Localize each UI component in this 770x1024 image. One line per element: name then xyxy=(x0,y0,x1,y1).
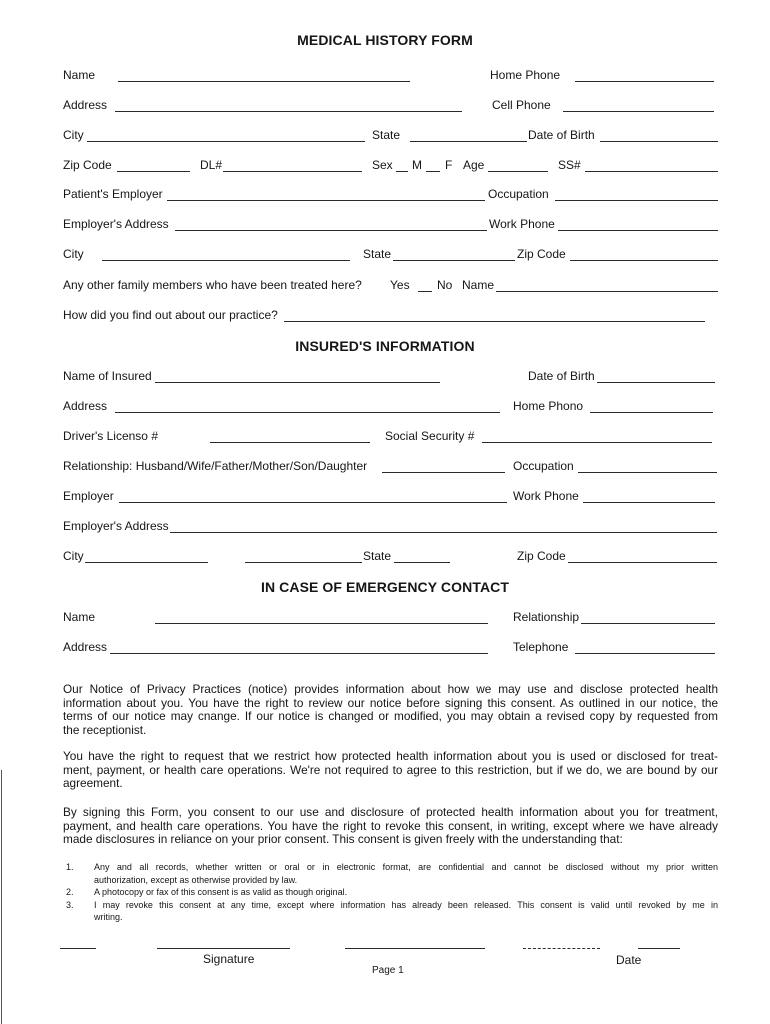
patient-row-employer xyxy=(0,187,770,203)
emergency-row-name xyxy=(0,610,770,626)
insured-home-phone-label: Home Phono xyxy=(513,399,584,413)
insured-heading: INSURED'S INFORMATION xyxy=(295,338,475,354)
signature-label: Signature xyxy=(203,952,255,966)
emergency-address-blank xyxy=(110,653,488,654)
employer-state-label: State xyxy=(363,247,392,261)
employer-city-label: City xyxy=(63,247,84,261)
employer-blank xyxy=(167,200,485,201)
insured-name-label: Name of Insured xyxy=(63,369,152,383)
referral-blank xyxy=(284,321,705,322)
ssn-blank xyxy=(482,442,712,443)
relationship-label: Relationship: Husband/Wife/Father/Mother/Son/Daughter xyxy=(63,459,368,473)
insured-city-label: City xyxy=(63,549,84,563)
sex-m-label: M xyxy=(412,158,422,172)
state-blank xyxy=(410,141,527,142)
paragraph-line: By signing this Form, you consent to our use and disclosure of protected health information about you for treatment, xyxy=(63,805,718,819)
list-item-number: 2. xyxy=(66,887,74,898)
emergency-relationship-blank xyxy=(581,623,715,624)
patient-row-family xyxy=(0,278,770,294)
list-item-line: authorization, except as otherwise provided by law. xyxy=(94,874,298,885)
insured-row-relationship xyxy=(0,459,770,475)
ss-blank xyxy=(585,171,718,172)
insured-work-phone-blank xyxy=(583,502,715,503)
age-label: Age xyxy=(463,158,485,172)
city-blank xyxy=(87,141,365,142)
patient-row-name xyxy=(0,68,770,84)
paragraph-line: ment, payment, or health care operations. We're not required to agree to this restriction, but if we do, we are bound by our xyxy=(63,762,718,777)
home-phone-blank xyxy=(575,81,714,82)
yes-label: Yes xyxy=(390,278,410,292)
cell-phone-label: Cell Phone xyxy=(492,98,551,112)
name-label: Name xyxy=(63,68,96,82)
employer-city-blank xyxy=(102,260,350,261)
privacy-notice-paragraph xyxy=(63,683,718,738)
list-item xyxy=(0,886,770,899)
family-name-blank xyxy=(496,291,718,292)
employer-address-label: Employer's Address xyxy=(63,217,169,231)
sex-f-blank xyxy=(426,171,440,172)
occupation-label: Occupation xyxy=(488,187,549,201)
license-blank xyxy=(210,442,370,443)
paragraph-line: You have the right to request that we restrict how protected health information about you is used or disclosed for treat- xyxy=(63,749,718,763)
insured-state-blank xyxy=(394,562,450,563)
list-item-line: A photocopy or fax of this consent is as valid as though original. xyxy=(94,887,348,898)
insured-zip-label: Zip Code xyxy=(517,549,566,563)
date-label: Date xyxy=(616,953,642,967)
patient-row-city xyxy=(0,128,770,144)
patient-row-employer-city xyxy=(0,247,770,263)
address-blank xyxy=(115,111,462,112)
paragraph-line: information about you. You have the right to review our notice before signing this consent. As outlined in our notice, the xyxy=(63,695,718,710)
emergency-name-blank xyxy=(155,623,488,624)
emergency-telephone-blank xyxy=(575,653,715,654)
consent-terms-list xyxy=(0,861,770,924)
date-line-left xyxy=(523,948,600,949)
insured-zip-blank xyxy=(568,562,717,563)
insured-work-phone-label: Work Phone xyxy=(513,489,579,503)
family-question: Any other family members who have been treated here? xyxy=(63,278,362,292)
list-item-line: I may revoke this consent at any time, except where information has already been released. This consent is valid until revoked by me in xyxy=(94,899,718,910)
restriction-paragraph xyxy=(63,750,718,791)
insured-name-blank xyxy=(155,382,440,383)
employer-zip-blank xyxy=(570,260,718,261)
sex-m-blank xyxy=(396,171,408,172)
form-title: MEDICAL HISTORY FORM xyxy=(297,32,473,48)
emergency-relationship-label: Relationship xyxy=(513,610,580,624)
insured-state-label: State xyxy=(363,549,392,563)
consent-paragraph xyxy=(63,806,718,847)
signature-line-left xyxy=(60,948,96,949)
dob-blank xyxy=(600,141,718,142)
paragraph-line: made disclosures in reliance on your prior consent. This consent is given freely with the understanding that: xyxy=(63,832,623,847)
emergency-row-address xyxy=(0,640,770,656)
no-label: No xyxy=(437,278,453,292)
employer-label: Patient's Employer xyxy=(63,187,163,201)
paragraph-line: Our Notice of Privacy Practices (notice) provides information about how we may use and disclose protected health xyxy=(63,682,718,696)
employer-address-blank xyxy=(175,230,487,231)
insured-dob-label: Date of Birth xyxy=(528,369,595,383)
emergency-heading: IN CASE OF EMERGENCY CONTACT xyxy=(260,579,510,595)
insured-employer-address-blank xyxy=(170,532,717,533)
emergency-telephone-label: Telephone xyxy=(513,640,569,654)
insured-city-blank xyxy=(85,562,208,563)
paragraph-line: terms of our notice may cnange. If our notice is changed or modified, you may obtain a revised copy by requested from xyxy=(63,709,718,724)
list-item xyxy=(0,861,770,886)
insured-row-license xyxy=(0,429,770,445)
home-phone-label: Home Phone xyxy=(490,68,561,82)
yes-no-blank xyxy=(418,291,432,292)
patient-row-referral xyxy=(0,308,770,324)
insured-dob-blank xyxy=(597,382,715,383)
list-item-number: 1. xyxy=(66,862,74,872)
list-item-line: writing. xyxy=(94,912,123,923)
family-name-label: Name xyxy=(462,278,495,292)
dl-label: DL# xyxy=(200,158,223,172)
list-item-number: 3. xyxy=(66,899,74,910)
insured-row-employer-address xyxy=(0,519,770,535)
ssn-label: Social Security # xyxy=(385,429,475,443)
insured-row-employer xyxy=(0,489,770,505)
insured-home-phone-blank xyxy=(590,412,713,413)
state-label: State xyxy=(372,128,401,142)
zip-label: Zip Code xyxy=(63,158,112,172)
paragraph-line: agreement. xyxy=(63,776,123,791)
work-phone-label: Work Phone xyxy=(489,217,555,231)
insured-address-label: Address xyxy=(63,399,108,413)
patient-row-address xyxy=(0,98,770,114)
insured-row-name xyxy=(0,369,770,385)
patient-row-zip xyxy=(0,158,770,174)
list-item-line: Any and all records, whether written or oral or in electronic format, are confidential and cannot be disclosed without my prior written xyxy=(94,862,718,872)
patient-row-employer-address xyxy=(0,217,770,233)
insured-row-address xyxy=(0,399,770,415)
insured-occupation-blank xyxy=(578,472,717,473)
signature-line-middle xyxy=(345,948,485,949)
insured-employer-label: Employer xyxy=(63,489,114,503)
emergency-address-label: Address xyxy=(63,640,108,654)
paragraph-line: payment, and health care operations. You have the right to revoke this consent, in writing, except where we have already xyxy=(63,818,718,833)
name-blank xyxy=(118,81,410,82)
signature-line xyxy=(157,948,290,949)
insured-address-blank xyxy=(115,412,500,413)
insured-employer-address-label: Employer's Address xyxy=(63,519,169,533)
cell-phone-blank xyxy=(563,111,714,112)
insured-city-blank-2 xyxy=(245,562,362,563)
address-label: Address xyxy=(63,98,108,112)
ss-label: SS# xyxy=(558,158,581,172)
dob-label: Date of Birth xyxy=(528,128,595,142)
sex-f-label: F xyxy=(445,158,453,172)
age-blank xyxy=(488,171,548,172)
insured-occupation-label: Occupation xyxy=(513,459,574,473)
referral-question: How did you find out about our practice? xyxy=(63,308,278,322)
employer-state-blank xyxy=(393,260,515,261)
list-item xyxy=(0,899,770,924)
zip-blank xyxy=(117,171,190,172)
relationship-blank xyxy=(382,472,505,473)
city-label: City xyxy=(63,128,84,142)
insured-employer-blank xyxy=(119,502,507,503)
date-line xyxy=(638,948,680,949)
occupation-blank xyxy=(555,200,718,201)
scan-edge-line xyxy=(1,770,2,1024)
paragraph-line: the receptionist. xyxy=(63,723,147,738)
insured-row-city xyxy=(0,549,770,565)
page-number: Page 1 xyxy=(372,965,404,976)
license-label: Driver's Licenso # xyxy=(63,429,158,443)
work-phone-blank xyxy=(558,230,718,231)
emergency-name-label: Name xyxy=(63,610,96,624)
dl-blank xyxy=(223,171,362,172)
sex-label: Sex xyxy=(372,158,393,172)
employer-zip-label: Zip Code xyxy=(517,247,566,261)
